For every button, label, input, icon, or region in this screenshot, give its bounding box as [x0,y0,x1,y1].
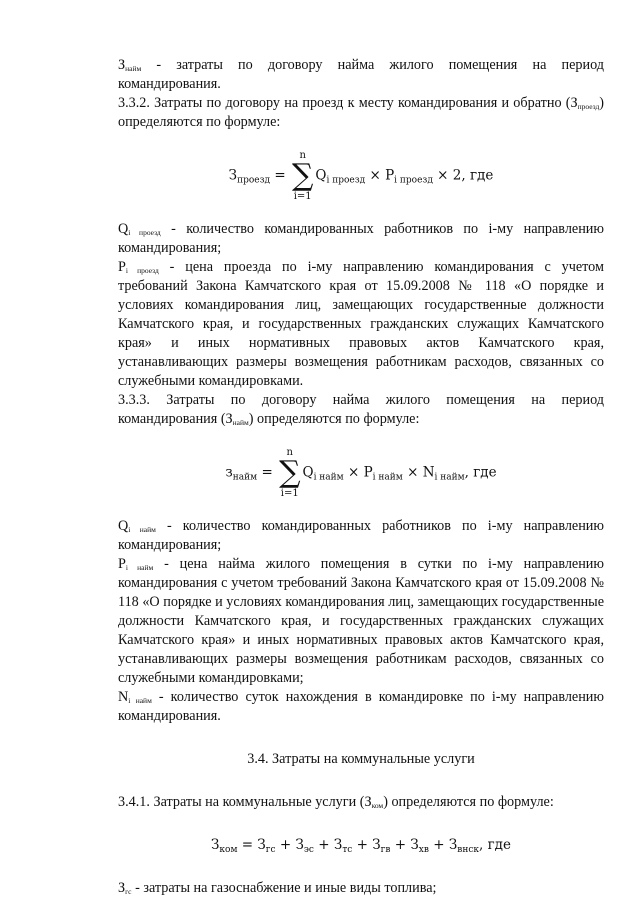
term: P [363,464,373,481]
subscript: i найм [125,563,154,572]
term: N [422,464,435,481]
subscript: ком [371,801,384,810]
text: 3.3.3. Затраты по договору найма жилого помещения на период командирования (З [118,392,604,427]
subscript: i найм [372,472,403,483]
symbol: P [118,259,126,275]
paragraph-q-proezd [118,220,604,258]
paragraph-zgs-definition [118,879,604,898]
sum-operator [292,150,313,202]
sum-lower: i=1 [293,191,312,202]
formula-tail: , где [479,837,511,853]
term: З [372,837,381,853]
term: З [410,837,419,853]
subscript: эс [303,845,314,855]
text: ) определяются по формуле: [248,411,420,427]
formula-lhs: З [228,167,238,184]
text: - количество командированных работников по i-му направлению командирования; [118,518,604,553]
paragraph-n-naim [118,688,604,726]
formula-proezd [118,150,604,202]
paragraph-3-3-3 [118,391,604,429]
text: - цена найма жилого помещения в сутки по i-му направлению командирования с учетом требований Закона Камчатского края от 15.09.2008 № 118 «О порядке и условиях командирования лиц, замещающих государственные должности Камчатского края, и государственных гражданских служащих Камчатского края» и иных нормативных правовых актов Камчатского края, устанавливающих размеры возмещения работникам расходов, связанных со служебными командировками; [118,556,604,686]
sum-operator [279,447,300,499]
subscript: i найм [128,525,156,534]
plus: + [428,837,449,853]
subscript: i найм [128,696,152,705]
document-page [118,56,604,898]
paragraph-q-naim [118,517,604,555]
paragraph-3-3-2 [118,94,604,132]
symbol: З [118,57,126,73]
text: - затраты на газоснабжение и иные виды топлива; [131,880,437,896]
equals: = [257,464,278,481]
plus: + [275,837,296,853]
term: Q [302,464,314,481]
sum-upper: n [299,150,306,161]
sum-upper: n [286,447,293,458]
subscript: проезд [237,175,271,186]
text: - затраты по договору найма жилого помещения на период командирования. [118,57,604,92]
sum-lower: i=1 [280,488,299,499]
text: - цена проезда по i-му направлению командирования с учетом требований Закона Камчатского края от 15.09.2008 № 118 «О порядке и условиях командирования лиц, замещающих государственные должности Камчатского края, и государственных гражданских служащих Камчатского края» и иных нормативных правовых актов Камчатского края, устанавливающих размеры возмещения работникам расходов, связанных со служебными командировками. [118,259,604,389]
subscript: i проезд [394,175,433,186]
text: - количество командированных работников по i-му направлению командирования; [118,221,604,256]
symbol: N [118,689,129,705]
subscript: тс [342,845,353,855]
term: Q [315,167,327,184]
text: - количество суток нахождения в командировке по i-му направлению командирования. [118,689,604,724]
sigma: ∑ [291,158,314,193]
equals: = [237,837,258,853]
paragraph-znaim-definition [118,56,604,94]
subscript: i найм [434,472,465,483]
subscript: найм [232,472,258,483]
plus: + [390,837,411,853]
subscript: i проезд [128,228,161,237]
symbol: P [118,556,126,572]
paragraph-p-naim [118,555,604,688]
term: З [257,837,266,853]
paragraph-3-4-1 [118,793,604,812]
subscript: гс [265,845,276,855]
times: × [365,167,386,184]
formula-naim [118,447,604,499]
paragraph-p-proezd [118,258,604,391]
sigma: ∑ [279,455,301,490]
text: ) определяются по формуле: [383,794,554,810]
subscript: найм [125,64,142,73]
formula-kom [118,836,604,855]
subscript: i проезд [326,175,366,186]
times: × [402,464,423,481]
plus: + [313,837,334,853]
subscript: i найм [313,472,344,483]
term: P [385,167,395,184]
formula-lhs: З [211,837,220,853]
formula-tail: , где [464,464,497,481]
subscript: гс [125,887,132,896]
term: З [295,837,304,853]
plus: + [352,837,373,853]
times: × [343,464,364,481]
symbol: Q [118,518,129,534]
term: З [333,837,343,853]
subscript: внск [457,845,480,855]
subscript: гв [380,845,391,855]
text: 3.4.1. Затраты на коммунальные услуги (З [118,794,372,810]
text: ) определяются по формуле: [118,95,604,130]
subscript: i проезд [125,266,159,275]
formula-lhs: з [225,464,233,481]
equals: = [270,167,290,184]
term: З [448,837,458,853]
subscript: ком [219,845,238,855]
subscript: хв [418,845,429,855]
subscript: проезд [577,102,600,111]
symbol: З [118,880,126,896]
subscript: найм [232,418,249,427]
text: 3.3.2. Затраты по договору на проезд к месту командирования и обратно (З [118,95,578,111]
formula-tail: × 2, где [432,167,494,184]
symbol: Q [118,221,129,237]
section-heading-3-4: 3.4. Затраты на коммунальные услуги [247,751,475,767]
